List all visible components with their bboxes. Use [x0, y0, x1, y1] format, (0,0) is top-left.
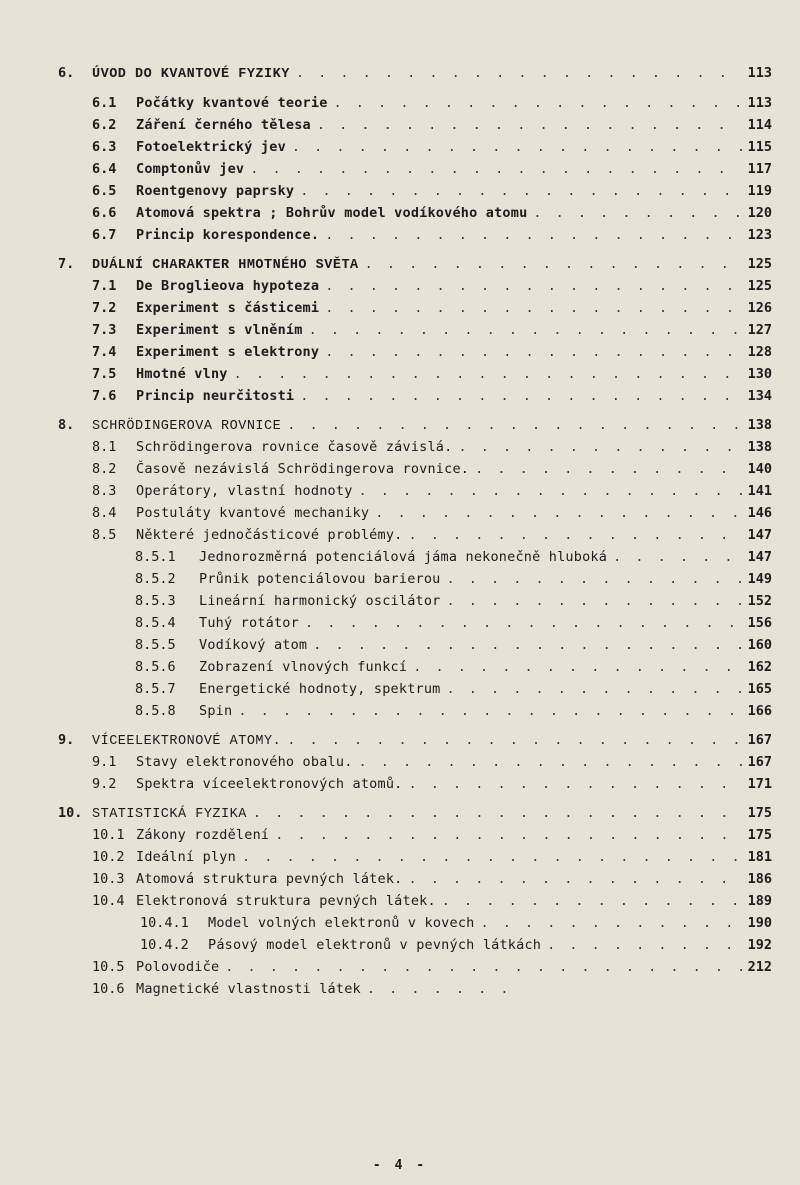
toc-entry-chapter-6 — [58, 62, 772, 84]
toc-entry-6-1 — [92, 92, 772, 114]
toc-entry-6-7 — [92, 224, 772, 246]
toc-entry-title: Záření černého tělesa — [136, 117, 311, 133]
dot-leader — [442, 890, 742, 912]
toc-entry-page: 130 — [747, 366, 772, 382]
toc-entry-number: 6.5 — [92, 183, 117, 199]
toc-entry-page: 125 — [747, 278, 772, 294]
toc-entry-number: 10.5 — [92, 959, 125, 975]
toc-entry-page: 147 — [747, 527, 772, 543]
toc-entry-9-1 — [92, 751, 772, 773]
toc-entry-chapter-7 — [58, 253, 772, 275]
toc-entry-title: Fotoelektrický jev — [136, 139, 286, 155]
toc-entry-6-4 — [92, 158, 772, 180]
toc-entry-title: Průnik potenciálovou barierou — [199, 571, 441, 587]
toc-entry-page: 138 — [747, 417, 772, 433]
toc-entry-page: 134 — [747, 388, 772, 404]
toc-entry-10-4-2 — [140, 934, 772, 956]
toc-entry-title: Princip korespondence. — [136, 227, 320, 243]
toc-entry-page: 117 — [747, 161, 772, 177]
toc-entry-10-2 — [92, 846, 772, 868]
dot-leader — [300, 180, 742, 202]
dot-leader — [533, 202, 742, 224]
toc-entry-chapter-10 — [58, 802, 772, 824]
toc-entry-number: 6.6 — [92, 205, 117, 221]
toc-entry-title: Některé jednočásticové problémy. — [136, 527, 403, 543]
toc-entry-title: VÍCEELEKTRONOVÉ ATOMY. — [92, 734, 282, 749]
toc-entry-title: Pásový model elektronů v pevných látkách — [208, 937, 542, 953]
toc-entry-chapter-8 — [58, 414, 772, 436]
toc-entry-number: 6.2 — [92, 117, 117, 133]
toc-entry-number: 8.1 — [92, 439, 117, 455]
toc-entry-number: 8.5.6 — [135, 659, 176, 675]
dot-leader — [300, 385, 742, 407]
dot-leader — [305, 612, 742, 634]
toc-entry-number: 8.5.1 — [135, 549, 176, 565]
toc-entry-number: 6.4 — [92, 161, 117, 177]
toc-entry-page: 192 — [747, 937, 772, 953]
dot-leader — [296, 62, 742, 84]
toc-entry-7-1 — [92, 275, 772, 297]
toc-entry-title: Lineární harmonický oscilátor — [199, 593, 441, 609]
toc-entry-8-5-2 — [135, 568, 772, 590]
dot-leader — [375, 502, 742, 524]
toc-entry-6-6 — [92, 202, 772, 224]
toc-entry-page: 166 — [747, 703, 772, 719]
toc-entry-page: 152 — [747, 593, 772, 609]
dot-leader — [250, 158, 742, 180]
toc-entry-title: Tuhý rotátor — [199, 615, 299, 631]
toc-entry-title: Spektra víceelektronových atomů. — [136, 776, 403, 792]
dot-leader — [359, 480, 742, 502]
toc-entry-8-5 — [92, 524, 772, 546]
toc-entry-number: 10.6 — [92, 981, 125, 997]
toc-entry-title: Hmotné vlny — [136, 366, 228, 382]
toc-entry-7-5 — [92, 363, 772, 385]
toc-entry-number: 8.2 — [92, 461, 117, 477]
toc-entry-8-5-5 — [135, 634, 772, 656]
toc-entry-number: 6.1 — [92, 95, 117, 111]
toc-entry-chapter-9 — [58, 729, 772, 751]
toc-entry-number: 8.5.5 — [135, 637, 176, 653]
toc-entry-number: 9.1 — [92, 754, 117, 770]
toc-entry-page: 186 — [747, 871, 772, 887]
toc-entry-8-1 — [92, 436, 772, 458]
dot-leader — [309, 319, 742, 341]
toc-entry-number: 10.4 — [92, 893, 125, 909]
toc-entry-page: 167 — [747, 732, 772, 748]
dot-leader — [325, 275, 742, 297]
dot-leader — [325, 341, 742, 363]
toc-entry-page: 140 — [747, 461, 772, 477]
toc-entry-page: 165 — [747, 681, 772, 697]
toc-entry-number: 10. — [58, 805, 83, 821]
toc-entry-page: 138 — [747, 439, 772, 455]
toc-entry-number: 10.4.1 — [140, 915, 189, 931]
toc-entry-page: 167 — [747, 754, 772, 770]
toc-entry-number: 7.2 — [92, 300, 117, 316]
toc-entry-page: 128 — [747, 344, 772, 360]
dot-leader — [359, 751, 742, 773]
toc-entry-page: 190 — [747, 915, 772, 931]
dot-leader — [325, 224, 742, 246]
toc-entry-number: 7.6 — [92, 388, 117, 404]
toc-entry-page: 123 — [747, 227, 772, 243]
toc-entry-number: 8.5 — [92, 527, 117, 543]
toc-entry-number: 7.5 — [92, 366, 117, 382]
toc-entry-8-2 — [92, 458, 772, 480]
toc-entry-title: Zákony rozdělení — [136, 827, 270, 843]
toc-entry-number: 7.4 — [92, 344, 117, 360]
toc-entry-number: 8.5.8 — [135, 703, 176, 719]
dot-leader — [287, 729, 742, 751]
toc-entry-6-2 — [92, 114, 772, 136]
toc-entry-page: 127 — [747, 322, 772, 338]
toc-entry-10-4 — [92, 890, 772, 912]
toc-entry-title: Ideální plyn — [136, 849, 236, 865]
toc-entry-number: 10.2 — [92, 849, 125, 865]
toc-entry-title: Magnetické vlastnosti látek — [136, 981, 361, 997]
dot-leader — [613, 546, 742, 568]
toc-entry-page: 113 — [747, 95, 772, 111]
toc-entry-title: DUÁLNÍ CHARAKTER HMOTNÉHO SVĚTA — [92, 258, 359, 273]
toc-entry-title: Polovodiče — [136, 959, 220, 975]
dot-leader — [325, 297, 742, 319]
dot-leader — [447, 678, 742, 700]
toc-entry-page: 162 — [747, 659, 772, 675]
toc-entry-page: 156 — [747, 615, 772, 631]
toc-entry-8-5-7 — [135, 678, 772, 700]
toc-entry-title: Schrödingerova rovnice časově závislá. — [136, 439, 453, 455]
dot-leader — [458, 436, 742, 458]
toc-entry-page: 126 — [747, 300, 772, 316]
dot-leader — [238, 700, 742, 722]
toc-entry-8-4 — [92, 502, 772, 524]
toc-entry-8-3 — [92, 480, 772, 502]
toc-entry-page: 141 — [747, 483, 772, 499]
toc-entry-page: 147 — [747, 549, 772, 565]
toc-entry-number: 7.3 — [92, 322, 117, 338]
toc-entry-number: 9.2 — [92, 776, 117, 792]
toc-entry-number: 8.5.4 — [135, 615, 176, 631]
toc-entry-title: Zobrazení vlnových funkcí — [199, 659, 408, 675]
toc-entry-8-5-4 — [135, 612, 772, 634]
toc-entry-number: 8.3 — [92, 483, 117, 499]
toc-entry-title: ÚVOD DO KVANTOVÉ FYZIKY — [92, 67, 290, 82]
toc-entry-page: 175 — [747, 827, 772, 843]
toc-entry-number: 6.3 — [92, 139, 117, 155]
toc-entry-10-1 — [92, 824, 772, 846]
toc-entry-number: 8.5.2 — [135, 571, 176, 587]
dot-leader — [292, 136, 742, 158]
toc-entry-title: Experiment s vlněním — [136, 322, 303, 338]
dot-leader — [413, 656, 742, 678]
toc-entry-title: Comptonův jev — [136, 161, 245, 177]
toc-entry-title: Elektronová struktura pevných látek. — [136, 893, 436, 909]
dot-leader — [547, 934, 742, 956]
toc-entry-page: 212 — [747, 959, 772, 975]
toc-entry-number: 6. — [58, 65, 75, 81]
dot-leader — [475, 458, 742, 480]
dot-leader — [317, 114, 742, 136]
toc-entry-10-3 — [92, 868, 772, 890]
toc-entry-9-2 — [92, 773, 772, 795]
toc-entry-number: 8.5.7 — [135, 681, 176, 697]
toc-entry-10-5 — [92, 956, 772, 978]
toc-entry-page: 113 — [747, 65, 772, 81]
toc-entry-title: Roentgenovy paprsky — [136, 183, 295, 199]
dot-leader — [367, 978, 510, 1000]
toc-entry-title: Experiment s elektrony — [136, 344, 320, 360]
dot-leader — [334, 92, 742, 114]
toc-entry-number: 7. — [58, 256, 75, 272]
dot-leader — [409, 773, 743, 795]
toc-entry-number: 10.4.2 — [140, 937, 189, 953]
toc-entry-8-5-8 — [135, 700, 772, 722]
dot-leader — [234, 363, 742, 385]
toc-entry-page: 149 — [747, 571, 772, 587]
page-number-footer: - 4 - — [372, 1158, 428, 1173]
toc-entry-7-2 — [92, 297, 772, 319]
toc-entry-7-6 — [92, 385, 772, 407]
toc-entry-page: 181 — [747, 849, 772, 865]
toc-entry-page: 119 — [747, 183, 772, 199]
toc-entry-page: 171 — [747, 776, 772, 792]
dot-leader — [275, 824, 742, 846]
toc-entry-page: 115 — [747, 139, 772, 155]
toc-entry-page: 125 — [747, 256, 772, 272]
toc-entry-page: 175 — [747, 805, 772, 821]
toc-entry-page: 114 — [747, 117, 772, 133]
toc-entry-title: Operátory, vlastní hodnoty — [136, 483, 353, 499]
dot-leader — [447, 568, 742, 590]
toc-entry-title: Experiment s částicemi — [136, 300, 320, 316]
toc-entry-number: 10.1 — [92, 827, 125, 843]
toc-entry-6-3 — [92, 136, 772, 158]
dot-leader — [242, 846, 742, 868]
toc-entry-title: Jednorozměrná potenciálová jáma nekonečně hluboká — [199, 549, 608, 565]
toc-entry-7-4 — [92, 341, 772, 363]
toc-entry-10-4-1 — [140, 912, 772, 934]
dot-leader — [365, 253, 742, 275]
dot-leader — [313, 634, 742, 656]
toc-entry-8-5-1 — [135, 546, 772, 568]
toc-entry-number: 6.7 — [92, 227, 117, 243]
toc-entry-8-5-6 — [135, 656, 772, 678]
toc-entry-title: Spin — [199, 703, 233, 719]
toc-entry-title: Princip neurčitosti — [136, 388, 295, 404]
toc-entry-number: 8. — [58, 417, 75, 433]
dot-leader — [409, 868, 743, 890]
toc-entry-title: Atomová spektra ; Bohrův model vodíkového atomu — [136, 205, 528, 221]
toc-entry-number: 8.5.3 — [135, 593, 176, 609]
toc-entry-title: Energetické hodnoty, spektrum — [199, 681, 441, 697]
toc-entry-number: 10.3 — [92, 871, 125, 887]
toc-entry-8-5-3 — [135, 590, 772, 612]
toc-entry-title: Časově nezávislá Schrödingerova rovnice. — [136, 461, 470, 477]
dot-leader — [287, 414, 742, 436]
toc-entry-title: Postuláty kvantové mechaniky — [136, 505, 370, 521]
toc-entry-title: Atomová struktura pevných látek. — [136, 871, 403, 887]
dot-leader — [225, 956, 742, 978]
toc-entry-number: 7.1 — [92, 278, 117, 294]
toc-entry-title: STATISTICKÁ FYZIKA — [92, 807, 247, 822]
toc-entry-title: Stavy elektronového obalu. — [136, 754, 353, 770]
toc-entry-10-6 — [92, 978, 540, 1000]
toc-entry-number: 9. — [58, 732, 75, 748]
toc-entry-page: 146 — [747, 505, 772, 521]
dot-leader — [409, 524, 743, 546]
toc-entry-number: 8.4 — [92, 505, 117, 521]
toc-entry-title: Vodíkový atom — [199, 637, 308, 653]
toc-entry-title: Počátky kvantové teorie — [136, 95, 328, 111]
toc-entry-page: 160 — [747, 637, 772, 653]
toc-entry-7-3 — [92, 319, 772, 341]
dot-leader — [253, 802, 742, 824]
toc-entry-title: De Broglieova hypoteza — [136, 278, 320, 294]
dot-leader — [481, 912, 743, 934]
toc-entry-6-5 — [92, 180, 772, 202]
toc-entry-page: 120 — [747, 205, 772, 221]
toc-entry-title: Model volných elektronů v kovech — [208, 915, 475, 931]
toc-entry-page: 189 — [747, 893, 772, 909]
dot-leader — [447, 590, 742, 612]
toc-entry-title: SCHRÖDINGEROVA ROVNICE — [92, 419, 282, 434]
